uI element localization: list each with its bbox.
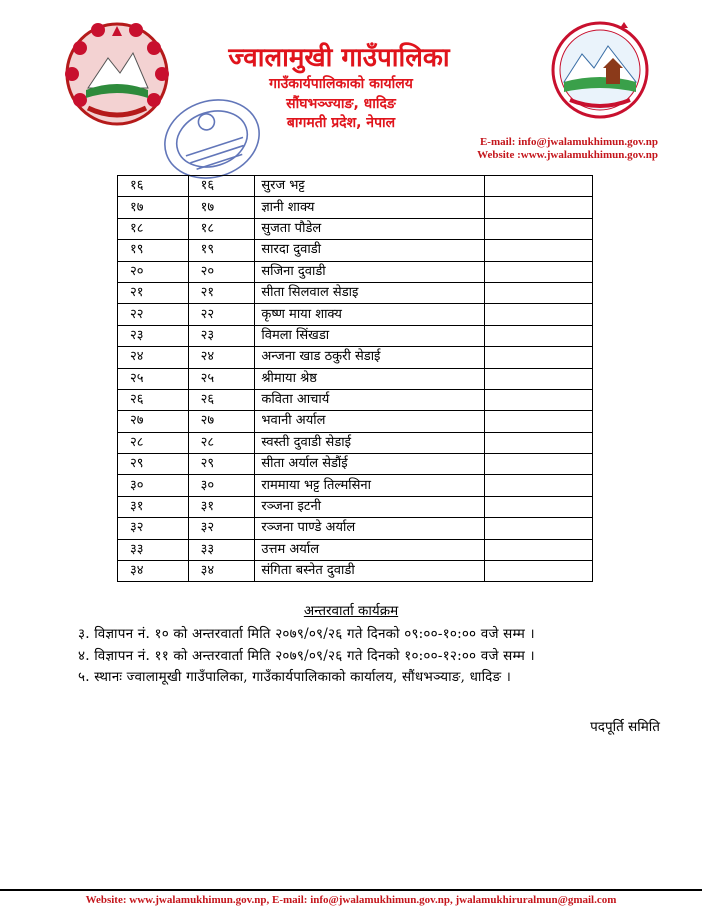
roll-cell: १९ bbox=[188, 240, 255, 261]
remark-cell bbox=[484, 218, 592, 239]
table-row bbox=[118, 325, 593, 346]
remark-cell bbox=[484, 282, 592, 303]
roll-cell: ३० bbox=[188, 475, 255, 496]
name-cell: सारदा दुवाडी bbox=[255, 240, 484, 261]
remark-cell bbox=[484, 325, 592, 346]
serial-cell: १८ bbox=[118, 218, 189, 239]
roll-cell: २१ bbox=[188, 282, 255, 303]
name-cell: अन्जना खाड ठकुरी सेडाई bbox=[255, 347, 484, 368]
remark-cell bbox=[484, 454, 592, 475]
schedule-item: ४. विज्ञापन नं. ११ को अन्तरवार्ता मिति २०७९/०९/२६ गते दिनको १०:००-१२:०० वजे सम्म । bbox=[78, 648, 535, 664]
table-row bbox=[118, 368, 593, 389]
name-cell: ज्ञानी शाक्य bbox=[255, 197, 484, 218]
remark-cell bbox=[484, 304, 592, 325]
schedule-title: अन्तरवार्ता कार्यक्रम bbox=[303, 603, 399, 619]
roll-cell: ३४ bbox=[188, 561, 255, 582]
name-cell: सीता अर्याल सेडौंई bbox=[255, 454, 484, 475]
remark-cell bbox=[484, 561, 592, 582]
roll-cell: १८ bbox=[188, 218, 255, 239]
roll-cell: २६ bbox=[188, 389, 255, 410]
name-cell: सुजता पौडेल bbox=[255, 218, 484, 239]
header-website: Website :www.jwalamukhimun.gov.np bbox=[477, 149, 658, 161]
municipality-title: ज्वालामुखी गाउँपालिका bbox=[228, 43, 450, 73]
remark-cell bbox=[484, 432, 592, 453]
office-location: सौंघभञ्ज्याङ, धादिङ bbox=[286, 96, 396, 112]
roll-cell: ३२ bbox=[188, 518, 255, 539]
table-row bbox=[118, 240, 593, 261]
roll-cell: २८ bbox=[188, 432, 255, 453]
schedule-item: ५. स्थानः ज्वालामूखी गाउँपालिका, गाउँकार्यपालिकाको कार्यालय, सौंधभञ्याङ, धादिङ । bbox=[78, 669, 512, 685]
serial-cell: ३३ bbox=[118, 539, 189, 560]
table-row bbox=[118, 475, 593, 496]
table-row bbox=[118, 561, 593, 582]
serial-cell: २० bbox=[118, 261, 189, 282]
table-row bbox=[118, 218, 593, 239]
serial-cell: २२ bbox=[118, 304, 189, 325]
roll-cell: २४ bbox=[188, 347, 255, 368]
name-cell: राममाया भट्ट तिल्मसिना bbox=[255, 475, 484, 496]
serial-cell: ३० bbox=[118, 475, 189, 496]
name-cell: सीता सिलवाल सेडाइ bbox=[255, 282, 484, 303]
table-row bbox=[118, 197, 593, 218]
remark-cell bbox=[484, 176, 592, 197]
remark-cell bbox=[484, 261, 592, 282]
serial-cell: ३४ bbox=[118, 561, 189, 582]
roll-cell: २९ bbox=[188, 454, 255, 475]
footer-contact: Website: www.jwalamukhimun.gov.np, E-mail: info@jwalamukhimun.gov.np, jwalamukhiruralmun@gmail.com bbox=[85, 894, 617, 906]
remark-cell bbox=[484, 518, 592, 539]
roll-cell: ३१ bbox=[188, 496, 255, 517]
remark-cell bbox=[484, 347, 592, 368]
serial-cell: १६ bbox=[118, 176, 189, 197]
name-cell: स्वस्ती दुवाडी सेडाई bbox=[255, 432, 484, 453]
remark-cell bbox=[484, 389, 592, 410]
roll-cell: २३ bbox=[188, 325, 255, 346]
serial-cell: १७ bbox=[118, 197, 189, 218]
table-row bbox=[118, 411, 593, 432]
schedule-item: ३. विज्ञापन नं. १० को अन्तरवार्ता मिति २०७९/०९/२६ गते दिनको ०९:००-१०:०० वजे सम्म । bbox=[78, 626, 535, 642]
serial-cell: २१ bbox=[118, 282, 189, 303]
roll-cell: २२ bbox=[188, 304, 255, 325]
header-email: E-mail: info@jwalamukhimun.gov.np bbox=[479, 136, 658, 148]
roll-cell: १६ bbox=[188, 176, 255, 197]
roll-cell: २७ bbox=[188, 411, 255, 432]
table-row bbox=[118, 389, 593, 410]
remark-cell bbox=[484, 475, 592, 496]
serial-cell: २७ bbox=[118, 411, 189, 432]
signature-committee: पदपूर्ति समिति bbox=[590, 719, 660, 735]
serial-cell: ३२ bbox=[118, 518, 189, 539]
table-row bbox=[118, 432, 593, 453]
name-cell: संगिता बस्नेत दुवाडी bbox=[255, 561, 484, 582]
serial-cell: २५ bbox=[118, 368, 189, 389]
province-name: बागमती प्रदेश, नेपाल bbox=[286, 115, 396, 131]
remark-cell bbox=[484, 496, 592, 517]
remark-cell bbox=[484, 240, 592, 261]
office-name: गाउँकार्यपालिकाको कार्यालय bbox=[269, 76, 413, 92]
table-row bbox=[118, 176, 593, 197]
name-cell: सुरज भट्ट bbox=[255, 176, 484, 197]
name-cell: रञ्जना पाण्डे अर्याल bbox=[255, 518, 484, 539]
name-cell: भवानी अर्याल bbox=[255, 411, 484, 432]
name-cell: विमला सिंखडा bbox=[255, 325, 484, 346]
name-cell: श्रीमाया श्रेष्ठ bbox=[255, 368, 484, 389]
remark-cell bbox=[484, 368, 592, 389]
table-row bbox=[118, 454, 593, 475]
table-row bbox=[118, 282, 593, 303]
roll-cell: २० bbox=[188, 261, 255, 282]
serial-cell: २६ bbox=[118, 389, 189, 410]
remark-cell bbox=[484, 539, 592, 560]
roll-cell: २५ bbox=[188, 368, 255, 389]
candidate-table bbox=[117, 175, 593, 582]
table-row bbox=[118, 261, 593, 282]
table-row bbox=[118, 347, 593, 368]
serial-cell: २९ bbox=[118, 454, 189, 475]
serial-cell: २८ bbox=[118, 432, 189, 453]
remark-cell bbox=[484, 411, 592, 432]
footer-divider bbox=[0, 889, 702, 891]
serial-cell: १९ bbox=[118, 240, 189, 261]
name-cell: कविता आचार्य bbox=[255, 389, 484, 410]
name-cell: कृष्ण माया शाक्य bbox=[255, 304, 484, 325]
serial-cell: २३ bbox=[118, 325, 189, 346]
roll-cell: ३३ bbox=[188, 539, 255, 560]
serial-cell: ३१ bbox=[118, 496, 189, 517]
table-row bbox=[118, 304, 593, 325]
name-cell: रञ्जना इटनी bbox=[255, 496, 484, 517]
table-row bbox=[118, 496, 593, 517]
serial-cell: २४ bbox=[118, 347, 189, 368]
table-row bbox=[118, 518, 593, 539]
name-cell: उत्तम अर्याल bbox=[255, 539, 484, 560]
roll-cell: १७ bbox=[188, 197, 255, 218]
table-row bbox=[118, 539, 593, 560]
remark-cell bbox=[484, 197, 592, 218]
name-cell: सजिना दुवाडी bbox=[255, 261, 484, 282]
